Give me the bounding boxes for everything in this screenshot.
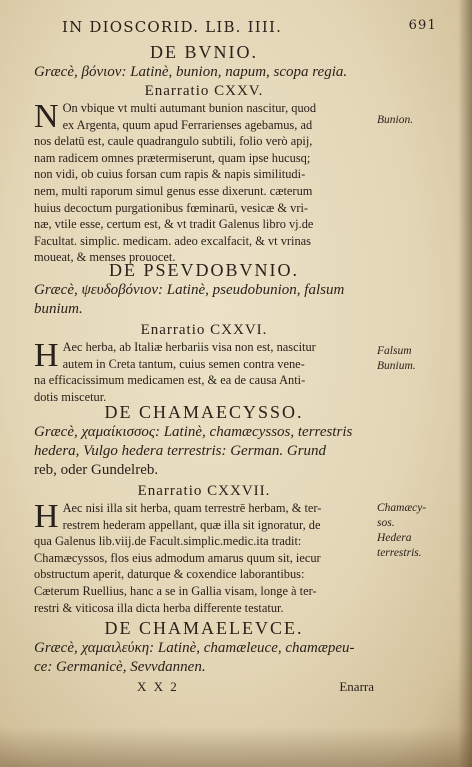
body-line: Cæterum Ruellius, hanc a se in Gallia visam, longe à ter-: [34, 583, 317, 598]
section-de-bunio: [34, 41, 374, 266]
body-line: qua Galenus lib.viij.de Facult.simplic.medic.ita tradit:: [34, 534, 302, 549]
body-line: dotis miscetur.: [34, 389, 107, 404]
section-body: [34, 100, 374, 266]
body-line: nam radicem omnes prætermiserunt, quam ipse hucusq;: [34, 150, 311, 165]
margin-note-line: Bunium.: [377, 360, 416, 372]
body-line: restri & viticosa illa dicta herba differente testatur.: [34, 600, 284, 615]
section-heading: DE CHAMAELEVCE.: [104, 618, 304, 638]
enarratio-label: Enarratio CXXVII.: [137, 483, 271, 499]
body-line: autem in Creta tantum, cuius semen contra vene-: [62, 356, 305, 371]
body-line: moueat, & menses prouocet.: [34, 250, 176, 265]
body-line: huius decoctum purgationibus fœminarū, vesicæ & vri-: [34, 200, 309, 215]
drop-cap: H: [34, 337, 59, 374]
body-line: Facultat. simplic. medicam. adeo excalfacit, & vt vrinas: [34, 233, 311, 248]
margin-note-line: terrestris.: [377, 547, 422, 559]
section-body: [34, 339, 374, 405]
body-line: næ, vtile esse, certum est, & vt tradit Galenus libro vj.de: [34, 217, 314, 232]
section-heading: DE CHAMAECYSSO.: [104, 402, 304, 422]
enarratio-label: Enarratio CXXV.: [144, 83, 264, 99]
enarratio-label: Enarratio CXXVI.: [140, 322, 268, 338]
names-line: ce: Germanicè, Sevvdannen.: [34, 659, 206, 675]
margin-note-line: Hedera: [377, 532, 412, 544]
body-line: non vidi, ob cuius forsan cum rapis & napis similitudi-: [34, 167, 306, 182]
body-line: na efficacissimum medicamen est, & ea de causa Anti-: [34, 373, 306, 388]
margin-note-line: sos.: [377, 517, 395, 529]
body-line: Chamæcyssos, flos eius admodum amarus quum sit, iecur: [34, 550, 321, 565]
names-line: reb, oder Gundelreb.: [34, 462, 159, 478]
margin-note: [377, 344, 457, 374]
section-de-pseudobunio: [34, 259, 374, 405]
body-line: restrem hederam appellant, quæ illa sit ignoratur, de: [62, 517, 321, 532]
page-bottom-shadow: [0, 727, 472, 767]
page-footer: [34, 679, 374, 697]
signature-mark: X X 2: [137, 679, 179, 694]
body-line: On vbique vt multi autumant bunion nascitur, quod: [62, 101, 317, 115]
names-line: Græcè, ψευδοβόνιον: Latinè, pseudobunion, falsum: [34, 282, 345, 298]
catchword: Enarra: [339, 679, 374, 694]
section-heading: DE BVNIO.: [150, 42, 258, 62]
body-line: ex Argenta, quum apud Ferrarienses agebamus, ad: [62, 117, 313, 132]
body-line: nos delatū est, caule quadrangulo subtili, folio verò apij,: [34, 134, 313, 149]
page-edge-shadow: [458, 0, 472, 767]
names-line: hedera, Vulgo hedera terrestris: German. Grund: [34, 443, 327, 459]
margin-note: [377, 113, 457, 128]
body-line: nem, multi raporum simul genus esse dixerunt. cæterum: [34, 183, 313, 198]
body-line: Aec nisi illa sit herba, quam terrestrē herbam, & ter-: [62, 501, 322, 515]
names-line: Græcè, βόνιον: Latinè, bunion, napum, scopa regia.: [34, 64, 348, 80]
body-line: obstructum aperit, daturque & coxendice laborantibus:: [34, 567, 305, 582]
page-number: 691: [408, 18, 437, 33]
margin-note: [377, 501, 457, 561]
names-line: bunium.: [34, 301, 83, 317]
section-de-chamaecysso: [34, 401, 374, 616]
margin-note-line: Chamæcy-: [377, 502, 427, 514]
names-line: Græcè, χαμαίκισσος: Latinè, chamæcyssos, terrestris: [34, 424, 353, 440]
section-de-chamaeleuce: [34, 617, 374, 677]
names-line: Græcè, χαμαιλεύκη: Latinè, chamæleuce, chamæpeu-: [34, 640, 355, 656]
drop-cap: H: [34, 498, 59, 535]
running-head: [62, 18, 437, 38]
margin-note-line: Falsum: [377, 345, 412, 357]
drop-cap: N: [34, 98, 59, 135]
margin-note-line: Bunion.: [377, 114, 414, 126]
section-heading: DE PSEVDOBVNIO.: [108, 260, 299, 280]
body-line: Aec herba, ab Italiæ herbariis visa non est, nascitur: [62, 340, 316, 354]
running-head-title: IN DIOSCORID. LIB. IIII.: [62, 18, 283, 36]
section-body: [34, 500, 374, 616]
